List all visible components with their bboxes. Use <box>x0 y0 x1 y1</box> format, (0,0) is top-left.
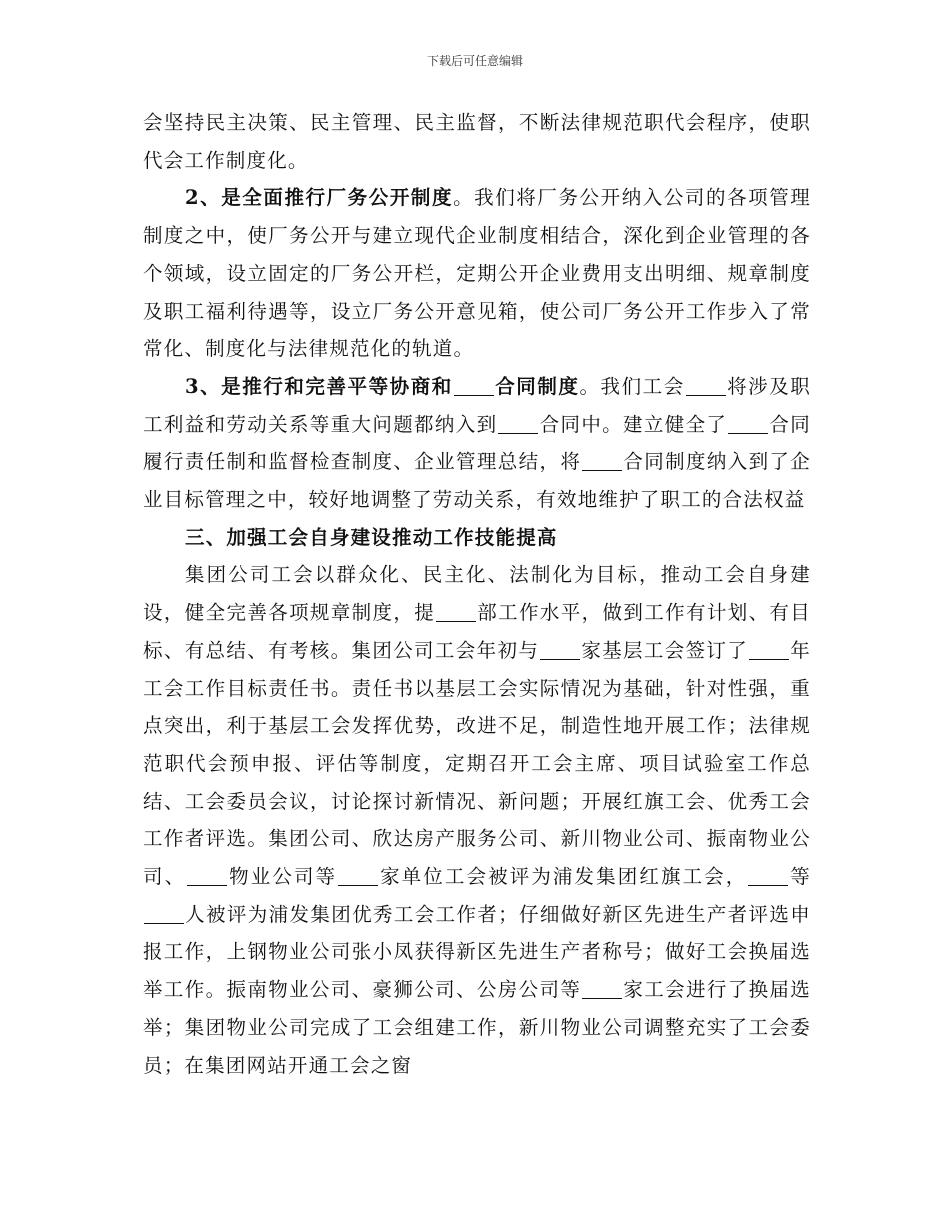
paragraph-3-heading-a: 3、是推行和完善平等协商和 <box>185 374 453 398</box>
paragraph-4-text-h: 人被评为浦发集团优秀工会工作者；仔细做好新区先进生产者评选申报工作，上钢物业公司张小凤获得新区先进生产者称号；做好工会换届选举工作。振南物业公司、豪狮公司、公房公司等 <box>143 902 811 1002</box>
blank-underline <box>144 905 184 924</box>
blank-underline <box>338 867 378 886</box>
paragraph-3-text-c: 合同中。建立健全了 <box>539 412 728 436</box>
paragraph-4-text-d: 年工会工作目标责任书。责任书以基层工会实际情况为基础，针对性强，重点突出，利于基层工会发挥优势，改进不足，制造性地开展工作；法律规范职代会预申报、评估等制度，定期召开工会主席、项目试验室工作总结、工会委员会议，讨论探讨新情况、新问题；开展红旗工会、优秀工会工作者评选。集团公司、欣达房产服务公司、新川物业公司、振南物业公司、 <box>143 638 811 889</box>
document-body <box>143 104 811 1084</box>
blank-underline <box>436 603 476 622</box>
paragraph-3-text-e: 合同制度纳入到了企业目标管理之中，较好地调整了劳动关系，有效地维护了职工的合法权益 <box>143 450 811 512</box>
paragraph-3 <box>143 368 811 519</box>
paragraph-3-text-a: 。我们工会 <box>579 374 685 398</box>
paragraph-4-text-b: 部工作水平，做到工作有计划、有目标、有总结、有考核。集团公司工会年初与 <box>143 601 811 662</box>
blank-underline <box>540 641 580 660</box>
paragraph-2 <box>143 179 811 368</box>
paragraph-3-text-d: 合同履行责任制和监督检查制度、企业管理总结，将 <box>143 412 811 474</box>
blank-underline <box>187 867 227 886</box>
paragraph-2-heading: 2、是全面推行厂务公开制度 <box>185 186 454 210</box>
paragraph-3-text-b: 将涉及职工利益和劳动关系等重大问题都纳入到 <box>143 374 811 436</box>
blank-underline <box>582 980 622 999</box>
paragraph-4-text-a: 集团公司工会以群众化、民主化、法制化为目标，推动工会自身建设，健全完善各项规章制度，提 <box>143 563 811 625</box>
paragraph-4-text-g: 等 <box>789 865 811 889</box>
blank-underline <box>454 377 494 396</box>
blank-underline <box>498 415 538 434</box>
paragraph-2-text: 。我们将厂务公开纳入公司的各项管理制度之中，使厂务公开与建立现代企业制度相结合，深化到企业管理的各个领域，设立固定的厂务公开栏，定期公开企业费用支出明细、规章制度及职工福利待遇等，设立厂务公开意见箱，使公司厂务公开工作步入了常常化、制度化与法律规范化的轨道。 <box>143 186 812 361</box>
paragraph-4-text-i: 家工会进行了换届选举；集团物业公司完成了工会组建工作，新川物业公司调整充实了工会委员；在集团网站开通工会之窗 <box>143 978 811 1077</box>
blank-underline <box>582 452 622 471</box>
page-header: 下载后可任意编辑 <box>426 54 523 68</box>
paragraph-4-text-f: 家单位工会被评为浦发集团红旗工会， <box>379 865 748 889</box>
paragraph-4 <box>143 556 811 1084</box>
paragraph-4-text-e: 物业公司等 <box>228 865 338 889</box>
blank-underline <box>748 867 788 886</box>
paragraph-4-text-c: 家基层工会签订了 <box>581 638 749 662</box>
blank-underline <box>728 415 768 434</box>
blank-underline <box>686 377 726 396</box>
blank-underline <box>749 641 789 660</box>
section-heading-3: 三、加强工会自身建设推动工作技能提高 <box>185 525 558 549</box>
paragraph-1: 会坚持民主决策、民主管理、民主监督，不断法律规范职代会程序，使职代会工作制度化。 <box>143 111 811 172</box>
paragraph-3-heading-b: 合同制度 <box>494 374 580 398</box>
